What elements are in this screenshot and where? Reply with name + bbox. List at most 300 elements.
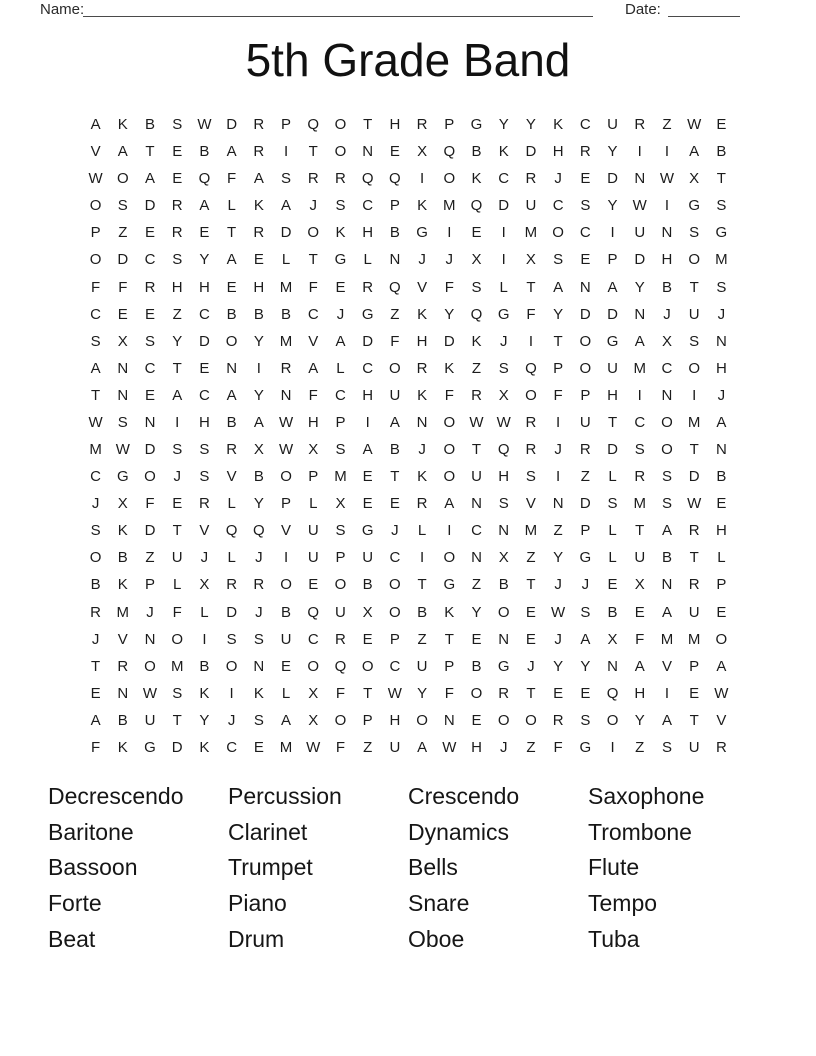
grid-cell: R (552, 711, 564, 729)
grid-cell: A (226, 251, 237, 269)
grid-cell: U (171, 549, 183, 567)
word-list-column (228, 779, 408, 958)
grid-cell: K (199, 684, 210, 702)
grid-cell: T (526, 684, 536, 702)
grid-cell: X (117, 332, 128, 350)
grid-cell: R (416, 116, 428, 134)
grid-cell: S (117, 413, 128, 431)
grid-cell: A (689, 143, 700, 161)
grid-cell: O (280, 576, 292, 594)
grid-cell: M (687, 413, 701, 431)
grid-cell: S (281, 170, 292, 188)
word-list-item: Snare (408, 890, 470, 917)
grid-cell: S (117, 197, 128, 215)
grid-cell: X (634, 576, 645, 594)
word-list-item: Piano (228, 890, 287, 917)
grid-cell: J (91, 495, 100, 513)
grid-cell: W (687, 116, 702, 134)
grid-cell: N (117, 684, 129, 702)
name-fill-line (83, 16, 593, 17)
grid-cell: A (444, 495, 455, 513)
grid-cell: I (664, 197, 670, 215)
grid-cell: L (608, 468, 617, 486)
grid-cell: E (471, 711, 482, 729)
grid-cell: Q (389, 278, 401, 296)
grid-cell: U (389, 386, 401, 404)
grid-cell: S (90, 522, 101, 540)
grid-cell: R (171, 224, 183, 242)
grid-cell: F (444, 684, 454, 702)
grid-cell: T (689, 441, 699, 459)
grid-cell: C (634, 413, 646, 431)
grid-cell: R (579, 143, 591, 161)
grid-cell: Q (198, 170, 211, 188)
grid-cell: T (526, 576, 536, 594)
grid-cell: P (553, 359, 564, 377)
grid-cell: B (226, 305, 237, 323)
grid-cell: Y (634, 278, 645, 296)
grid-cell: R (525, 441, 537, 459)
grid-cell: I (556, 413, 561, 431)
grid-cell: E (389, 495, 400, 513)
grid-cell: T (227, 224, 237, 242)
grid-cell: T (689, 278, 699, 296)
grid-cell: Q (443, 143, 456, 161)
grid-cell: Q (253, 522, 265, 540)
grid-cell: X (525, 251, 536, 269)
grid-cell: P (145, 576, 156, 594)
grid-cell: S (172, 116, 183, 134)
grid-cell: Y (553, 305, 564, 323)
grid-cell: D (634, 251, 646, 269)
grid-cell: F (308, 278, 318, 296)
grid-cell: N (661, 576, 673, 594)
grid-cell: T (635, 522, 645, 540)
grid-cell: I (283, 549, 289, 567)
grid-cell: K (417, 386, 428, 404)
grid-cell: G (688, 197, 701, 215)
grid-cell: C (226, 738, 238, 756)
grid-cell: T (526, 278, 536, 296)
grid-cell: N (634, 305, 646, 323)
grid-cell: S (607, 495, 618, 513)
grid-cell: S (716, 278, 727, 296)
grid-cell: G (470, 116, 483, 134)
grid-cell: I (610, 224, 615, 242)
grid-cell: W (687, 495, 702, 513)
grid-cell: S (580, 711, 591, 729)
grid-cell: C (144, 251, 156, 269)
grid-cell: M (633, 495, 647, 513)
grid-cell: J (418, 251, 426, 269)
grid-cell: B (498, 576, 509, 594)
grid-cell: T (471, 441, 482, 459)
grid-cell: O (144, 468, 156, 486)
grid-cell: A (580, 630, 591, 648)
grid-cell: S (226, 630, 237, 648)
grid-cell: T (363, 116, 373, 134)
grid-cell: S (471, 278, 482, 296)
grid-cell: V (226, 468, 237, 486)
grid-cell: S (661, 468, 672, 486)
grid-cell: W (496, 413, 511, 431)
grid-cell: G (361, 305, 374, 323)
grid-cell: D (144, 441, 156, 459)
grid-cell: O (334, 116, 347, 134)
grid-cell: N (471, 549, 482, 567)
grid-cell: N (607, 657, 618, 675)
grid-cell: J (663, 305, 671, 323)
grid-cell: K (553, 116, 564, 134)
grid-cell: G (416, 224, 428, 242)
grid-cell: F (91, 278, 101, 296)
grid-cell: R (688, 576, 700, 594)
grid-cell: O (443, 170, 456, 188)
grid-cell: S (689, 332, 700, 350)
grid-cell: T (689, 549, 699, 567)
word-list-item: Trombone (588, 818, 692, 845)
grid-cell: B (226, 413, 237, 431)
grid-cell: R (280, 359, 292, 377)
grid-cell: Z (172, 305, 182, 323)
grid-cell: E (145, 224, 156, 242)
grid-cell: N (117, 386, 129, 404)
grid-cell: O (579, 332, 592, 350)
grid-cell: H (634, 684, 646, 702)
grid-cell: J (554, 576, 562, 594)
grid-cell: I (501, 251, 506, 269)
grid-cell: L (608, 522, 617, 540)
grid-cell: Y (253, 495, 264, 513)
grid-cell: A (308, 359, 319, 377)
grid-cell: C (335, 386, 346, 404)
grid-cell: E (90, 684, 101, 702)
grid-cell: U (688, 603, 700, 621)
grid-cell: E (308, 576, 319, 594)
grid-cell: O (525, 386, 537, 404)
grid-cell: S (172, 441, 183, 459)
grid-cell: C (552, 197, 564, 215)
grid-cell: S (553, 251, 564, 269)
grid-cell: Q (470, 197, 483, 215)
grid-cell: R (117, 657, 129, 675)
grid-cell: Z (635, 738, 645, 756)
grid-cell: S (172, 684, 183, 702)
grid-cell: B (607, 603, 618, 621)
grid-cell: W (659, 170, 675, 188)
grid-cell: R (253, 116, 265, 134)
word-list-item: Bells (408, 854, 458, 881)
grid-cell: P (90, 224, 101, 242)
grid-cell: E (580, 684, 591, 702)
grid-cell: M (715, 251, 728, 269)
grid-cell: X (308, 441, 319, 459)
page-title: 5th Grade Band (245, 34, 571, 86)
word-list-item: Forte (48, 890, 102, 917)
grid-cell: X (689, 170, 700, 188)
grid-cell: P (689, 657, 700, 675)
grid-cell: T (716, 170, 726, 188)
grid-cell: F (553, 738, 563, 756)
grid-cell: M (443, 197, 456, 215)
grid-cell: O (225, 657, 238, 675)
grid-cell: P (335, 413, 346, 431)
grid-cell: A (661, 711, 672, 729)
grid-cell: Q (389, 170, 401, 188)
grid-cell: Q (361, 170, 374, 188)
grid-cell: N (715, 441, 727, 459)
grid-cell: B (389, 441, 400, 459)
grid-cell: G (579, 549, 592, 567)
grid-cell: W (197, 116, 212, 134)
grid-cell: X (417, 143, 428, 161)
grid-cell: P (716, 576, 727, 594)
grid-cell: O (89, 251, 102, 269)
grid-cell: P (362, 711, 373, 729)
grid-cell: D (362, 332, 374, 350)
grid-cell: Z (145, 549, 155, 567)
grid-cell: O (307, 657, 320, 675)
grid-cell: H (715, 522, 727, 540)
grid-cell: Y (253, 332, 264, 350)
grid-cell: M (524, 522, 538, 540)
grid-cell: Q (307, 603, 320, 621)
grid-cell: M (633, 359, 647, 377)
grid-cell: Y (607, 143, 618, 161)
grid-cell: G (361, 522, 374, 540)
grid-cell: A (226, 143, 237, 161)
grid-cell: U (634, 224, 646, 242)
grid-cell: M (116, 603, 130, 621)
grid-cell: F (553, 386, 563, 404)
grid-cell: D (144, 522, 156, 540)
grid-cell: R (307, 170, 319, 188)
grid-cell: K (117, 738, 128, 756)
grid-cell: J (554, 441, 562, 459)
grid-cell: K (417, 305, 428, 323)
grid-cell: Z (417, 630, 427, 648)
grid-cell: O (89, 549, 102, 567)
date-fill-line (668, 16, 740, 17)
grid-cell: I (202, 630, 207, 648)
grid-cell: D (579, 305, 591, 323)
grid-cell: K (417, 468, 428, 486)
grid-cell: A (661, 522, 672, 540)
grid-cell: A (716, 657, 727, 675)
grid-cell: Y (172, 332, 183, 350)
grid-cell: B (281, 603, 292, 621)
grid-cell: S (335, 441, 346, 459)
grid-cell: S (716, 197, 727, 215)
grid-cell: N (634, 170, 646, 188)
grid-cell: A (553, 278, 564, 296)
grid-cell: O (579, 359, 592, 377)
grid-cell: I (420, 170, 425, 188)
grid-cell: C (144, 359, 156, 377)
grid-cell: L (336, 359, 345, 377)
grid-cell: O (497, 711, 510, 729)
grid-cell: O (144, 657, 156, 675)
grid-cell: R (634, 116, 646, 134)
grid-cell: F (444, 278, 454, 296)
grid-cell: R (226, 441, 238, 459)
grid-cell: N (144, 630, 156, 648)
grid-cell: O (389, 576, 401, 594)
grid-cell: N (389, 251, 401, 269)
grid-cell: O (116, 170, 129, 188)
grid-cell: S (580, 603, 591, 621)
grid-cell: V (308, 332, 319, 350)
grid-cell: J (581, 576, 590, 594)
grid-cell: E (716, 116, 727, 134)
grid-cell: D (579, 495, 591, 513)
grid-cell: C (90, 305, 102, 323)
grid-cell: J (227, 711, 236, 729)
grid-cell: H (389, 116, 401, 134)
grid-cell: U (280, 630, 292, 648)
word-list-column (408, 779, 588, 958)
grid-cell: P (607, 251, 618, 269)
grid-cell: D (117, 251, 129, 269)
grid-cell: F (227, 170, 237, 188)
grid-cell: W (115, 441, 130, 459)
grid-cell: E (607, 576, 618, 594)
grid-cell: A (389, 413, 400, 431)
grid-cell: B (145, 116, 156, 134)
grid-cell: A (199, 197, 210, 215)
grid-cell: H (199, 413, 210, 431)
grid-cell: P (335, 549, 346, 567)
grid-cell: I (664, 143, 670, 161)
word-list-item: Decrescendo (48, 783, 184, 809)
grid-cell: M (334, 468, 347, 486)
grid-cell: R (416, 359, 428, 377)
grid-cell: H (362, 224, 374, 242)
grid-cell: B (253, 305, 264, 323)
grid-cell: E (362, 468, 373, 486)
grid-cell: Z (580, 468, 590, 486)
grid-cell: K (498, 143, 509, 161)
grid-cell: E (716, 495, 727, 513)
grid-cell: M (89, 441, 102, 459)
grid-cell: L (200, 603, 209, 621)
grid-cell: U (607, 116, 618, 134)
grid-cell: Q (470, 305, 483, 323)
grid-cell: Q (525, 359, 537, 377)
grid-cell: U (144, 711, 156, 729)
grid-cell: B (716, 468, 727, 486)
grid-cell: E (471, 224, 482, 242)
grid-cell: D (607, 170, 618, 188)
grid-cell: X (362, 603, 373, 621)
grid-cell: E (172, 495, 183, 513)
grid-cell: L (363, 251, 372, 269)
grid-cell: O (334, 143, 347, 161)
word-list-item: Dynamics (408, 818, 509, 845)
grid-cell: K (417, 197, 428, 215)
grid-cell: L (499, 278, 508, 296)
grid-cell: I (420, 549, 425, 567)
grid-cell: J (499, 738, 508, 756)
grid-cell: A (607, 278, 618, 296)
grid-cell: Y (553, 549, 564, 567)
grid-cell: C (362, 197, 374, 215)
grid-cell: Y (498, 116, 509, 134)
grid-cell: P (281, 495, 292, 513)
grid-cell: J (391, 522, 399, 540)
grid-cell: S (172, 251, 183, 269)
grid-cell: O (715, 630, 728, 648)
grid-cell: S (634, 441, 645, 459)
grid-cell: Q (334, 657, 347, 675)
grid-cell: Z (390, 305, 400, 323)
grid-cell: O (171, 630, 184, 648)
grid-cell: A (117, 143, 128, 161)
name-label: Name: (40, 1, 85, 18)
grid-cell: P (580, 522, 591, 540)
grid-cell: K (117, 576, 128, 594)
word-list-item: Saxophone (588, 783, 705, 809)
grid-cell: M (687, 630, 701, 648)
grid-cell: R (90, 603, 102, 621)
grid-cell: O (443, 468, 456, 486)
word-list-item: Flute (588, 854, 640, 881)
grid-cell: N (661, 386, 673, 404)
grid-cell: E (525, 603, 536, 621)
grid-cell: N (362, 143, 374, 161)
grid-cell: O (661, 441, 673, 459)
grid-cell: R (688, 522, 700, 540)
grid-cell: X (661, 332, 672, 350)
grid-cell: O (470, 684, 483, 702)
grid-cell: K (253, 197, 264, 215)
grid-cell: F (635, 630, 645, 648)
grid-cell: O (661, 413, 673, 431)
grid-cell: N (443, 711, 455, 729)
grid-cell: N (144, 413, 156, 431)
grid-cell: W (551, 603, 566, 621)
grid-cell: I (283, 143, 289, 161)
grid-cell: T (689, 711, 699, 729)
grid-cell: R (416, 495, 428, 513)
grid-cell: T (172, 711, 182, 729)
grid-cell: Q (307, 116, 320, 134)
grid-cell: A (90, 116, 101, 134)
grid-cell: F (91, 738, 101, 756)
grid-cell: A (634, 657, 645, 675)
grid-cell: R (498, 684, 510, 702)
grid-cell: P (308, 468, 319, 486)
grid-cell: J (717, 305, 726, 323)
grid-cell: U (335, 603, 346, 621)
grid-cell: X (471, 251, 482, 269)
word-list-column (48, 779, 228, 958)
grid-cell: E (553, 684, 564, 702)
word-list (48, 779, 768, 958)
grid-cell: G (497, 657, 510, 675)
grid-cell: C (389, 657, 401, 675)
grid-cell: H (307, 413, 319, 431)
grid-cell: E (172, 143, 183, 161)
grid-cell: V (281, 522, 292, 540)
grid-cell: F (526, 305, 536, 323)
grid-cell: O (307, 224, 320, 242)
grid-cell: S (661, 738, 672, 756)
grid-cell: Y (253, 386, 264, 404)
grid-cell: J (200, 549, 209, 567)
grid-cell: Y (525, 116, 536, 134)
grid-cell: E (362, 495, 373, 513)
